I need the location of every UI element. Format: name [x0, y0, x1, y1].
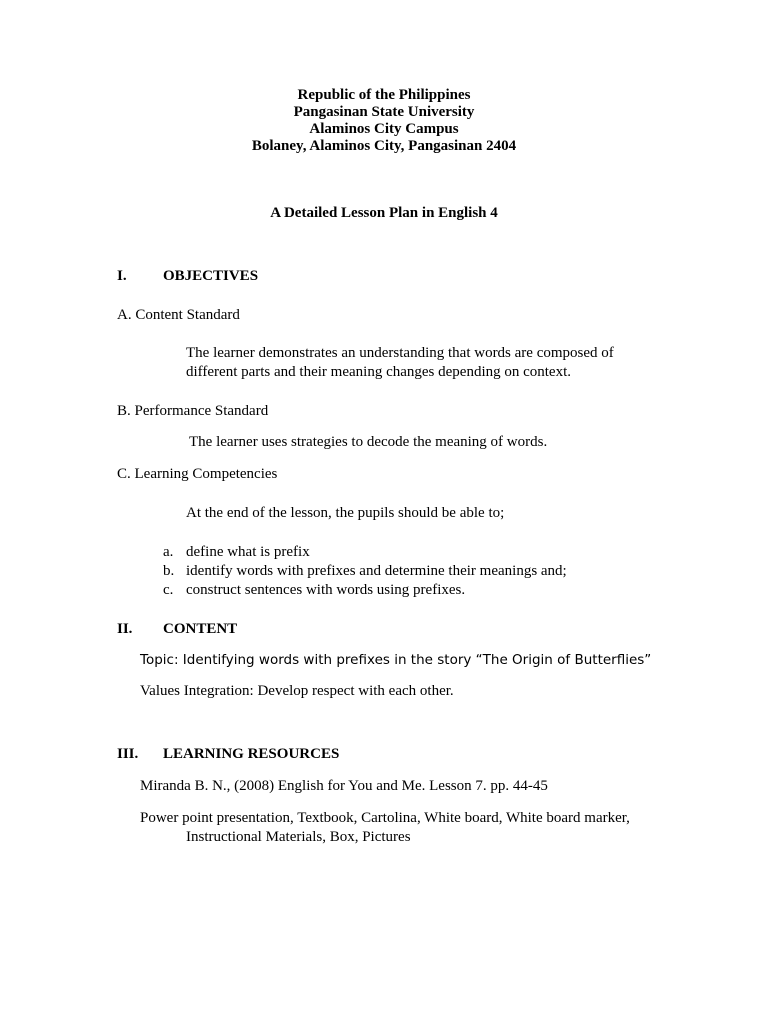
section-heading-objectives: OBJECTIVES: [163, 268, 259, 284]
header-university: Pangasinan State University: [293, 104, 475, 120]
section-numeral-content: II.: [117, 621, 133, 637]
competency-marker: b.: [163, 563, 175, 579]
content-topic: Topic: Identifying words with prefixes in the story “The Origin of Butterflies”: [140, 652, 652, 668]
section-numeral-resources: III.: [117, 746, 139, 762]
section-heading-resources: LEARNING RESOURCES: [163, 746, 340, 762]
section-numeral-objectives: I.: [117, 268, 127, 284]
section-heading-content: CONTENT: [163, 621, 238, 637]
content-standard-text-2: different parts and their meaning changes depending on context.: [186, 364, 572, 380]
content-standard-text-1: The learner demonstrates an understanding that words are composed of: [186, 345, 614, 361]
resource-materials-2: Instructional Materials, Box, Pictures: [186, 829, 411, 845]
competency-item: define what is prefix: [186, 544, 310, 560]
resource-reference: Miranda B. N., (2008) English for You and Me. Lesson 7. pp. 44-45: [140, 778, 548, 794]
performance-standard-text: The learner uses strategies to decode the meaning of words.: [189, 434, 548, 450]
content-standard-label: A. Content Standard: [117, 307, 240, 323]
values-integration: Values Integration: Develop respect with each other.: [140, 683, 454, 699]
header-campus: Alaminos City Campus: [309, 121, 459, 137]
resource-materials-1: Power point presentation, Textbook, Cartolina, White board, White board marker,: [140, 810, 630, 826]
competency-item: identify words with prefixes and determine their meanings and;: [186, 563, 567, 579]
learning-competencies-label: C. Learning Competencies: [117, 466, 278, 482]
document-title: A Detailed Lesson Plan in English 4: [270, 205, 498, 221]
competency-marker: a.: [163, 544, 174, 560]
header-address: Bolaney, Alaminos City, Pangasinan 2404: [251, 138, 517, 154]
competency-item: construct sentences with words using prefixes.: [186, 582, 466, 598]
performance-standard-label: B. Performance Standard: [117, 403, 269, 419]
competency-marker: c.: [163, 582, 174, 598]
header-country: Republic of the Philippines: [297, 87, 471, 103]
learning-competencies-intro: At the end of the lesson, the pupils should be able to;: [186, 505, 505, 521]
